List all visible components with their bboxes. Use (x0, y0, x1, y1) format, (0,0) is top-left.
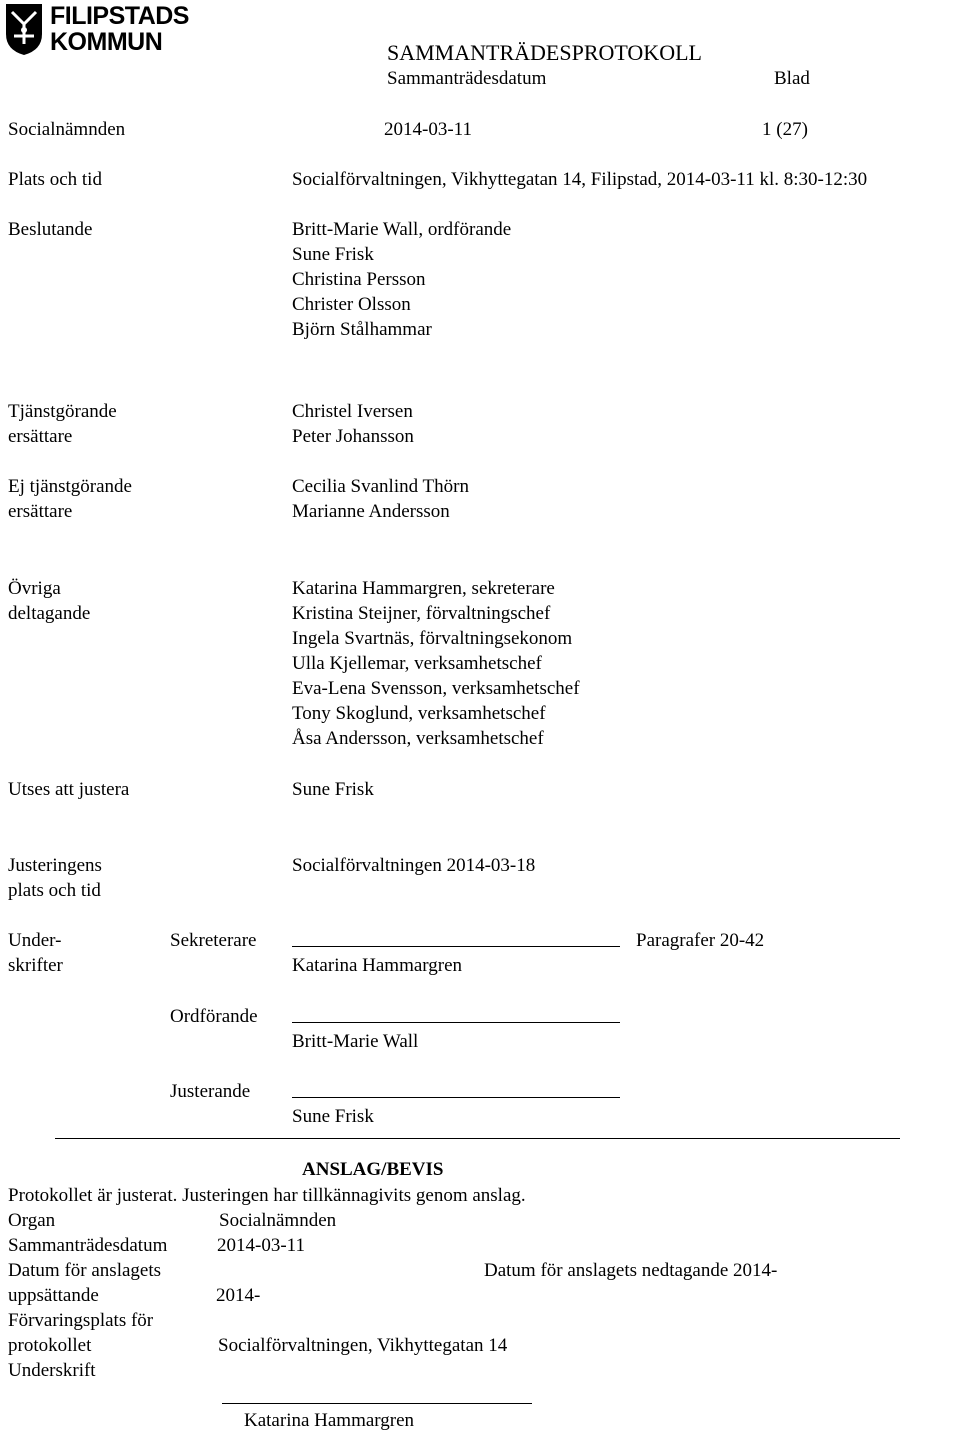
committee-name: Socialnämnden (8, 119, 126, 140)
serving-substitutes-label: Tjänstgörande ersättare (8, 401, 117, 447)
participant-name: Åsa Andersson, verksamhetschef (292, 728, 544, 749)
chair-name: Britt-Marie Wall (292, 1031, 419, 1052)
participant-name: Ingela Svartnäs, förvaltningsekonom (292, 628, 573, 649)
notice-title: ANSLAG/BEVIS (302, 1159, 444, 1180)
adjuster-signature-name: Sune Frisk (292, 1106, 374, 1127)
adjuster-role: Justerande (170, 1081, 251, 1102)
signatures-label: Under- skrifter (8, 930, 63, 976)
notice-signature-name: Katarina Hammargren (244, 1410, 415, 1431)
non-serving-substitutes-list (292, 474, 469, 524)
decision-makers-list (292, 217, 511, 342)
storage-value: Socialförvaltningen, Vikhyttegatan 14 (218, 1335, 508, 1356)
secretary-role: Sekreterare (170, 930, 257, 951)
place-label: Plats och tid (8, 169, 102, 190)
section-divider (55, 1138, 900, 1139)
adjustment-label: Justeringens plats och tid (8, 855, 102, 901)
decision-maker: Sune Frisk (292, 244, 374, 265)
meeting-date: 2014-03-11 (384, 119, 472, 140)
participant-name: Tony Skoglund, verksamhetschef (292, 703, 546, 724)
substitute-name: Peter Johansson (292, 426, 414, 447)
participant-name: Kristina Steijner, förvaltningschef (292, 603, 551, 624)
removal-date-label: Datum för anslagets nedtagande 2014- (484, 1260, 778, 1281)
paragraph-range: Paragrafer 20-42 (636, 930, 765, 951)
decision-maker: Christina Persson (292, 269, 426, 290)
substitute-name: Christel Iversen (292, 401, 413, 422)
logo-line-1: FILIPSTADS (50, 2, 189, 30)
decision-maker: Christer Olsson (292, 294, 411, 315)
adjustment-value: Socialförvaltningen 2014-03-18 (292, 855, 536, 876)
chair-role: Ordförande (170, 1006, 258, 1027)
decision-maker: Björn Stålhammar (292, 319, 432, 340)
place-value: Socialförvaltningen, Vikhyttegatan 14, Filipstad, 2014-03-11 kl. 8:30-12:30 (292, 169, 868, 190)
meeting-date-label: Sammanträdesdatum (8, 1235, 168, 1256)
participant-name: Ulla Kjellemar, verksamhetschef (292, 653, 542, 674)
serving-substitutes-list (292, 399, 414, 449)
municipality-logo (4, 2, 200, 56)
page-number: 1 (27) (762, 119, 808, 140)
signature-label: Underskrift (8, 1360, 96, 1381)
storage-label: Förvaringsplats för protokollet (8, 1310, 154, 1356)
notice-signature-line (222, 1403, 532, 1404)
chair-signature-line (292, 1022, 620, 1023)
non-serving-substitutes-label: Ej tjänstgörande ersättare (8, 476, 132, 522)
decision-maker: Britt-Marie Wall, ordförande (292, 219, 512, 240)
meeting-date-value: 2014-03-11 (217, 1235, 305, 1256)
adjuster-signature-line (292, 1097, 620, 1098)
participant-name: Katarina Hammargren, sekreterare (292, 578, 555, 599)
posting-date-value: 2014- (216, 1285, 261, 1306)
header-page-label: Blad (774, 68, 810, 89)
posting-date-label: Datum för anslagets uppsättande (8, 1260, 162, 1306)
other-participants-label: Övriga deltagande (8, 578, 91, 624)
organ-value: Socialnämnden (219, 1210, 337, 1231)
header-date-label: Sammanträdesdatum (387, 68, 547, 89)
participant-name: Eva-Lena Svensson, verksamhetschef (292, 678, 580, 699)
organ-label: Organ (8, 1210, 56, 1231)
decision-makers-label: Beslutande (8, 219, 93, 240)
secretary-name: Katarina Hammargren (292, 955, 463, 976)
adjuster-label: Utses att justera (8, 779, 130, 800)
other-participants-list (292, 576, 580, 751)
adjuster-name: Sune Frisk (292, 779, 374, 800)
secretary-signature-line (292, 946, 620, 947)
coat-of-arms-icon (4, 2, 44, 56)
document-title: SAMMANTRÄDESPROTOKOLL (387, 40, 702, 65)
logo-line-2: KOMMUN (50, 28, 163, 56)
substitute-name: Cecilia Svanlind Thörn (292, 476, 469, 497)
notice-statement: Protokollet är justerat. Justeringen har tillkännagivits genom anslag. (8, 1185, 526, 1206)
substitute-name: Marianne Andersson (292, 501, 450, 522)
